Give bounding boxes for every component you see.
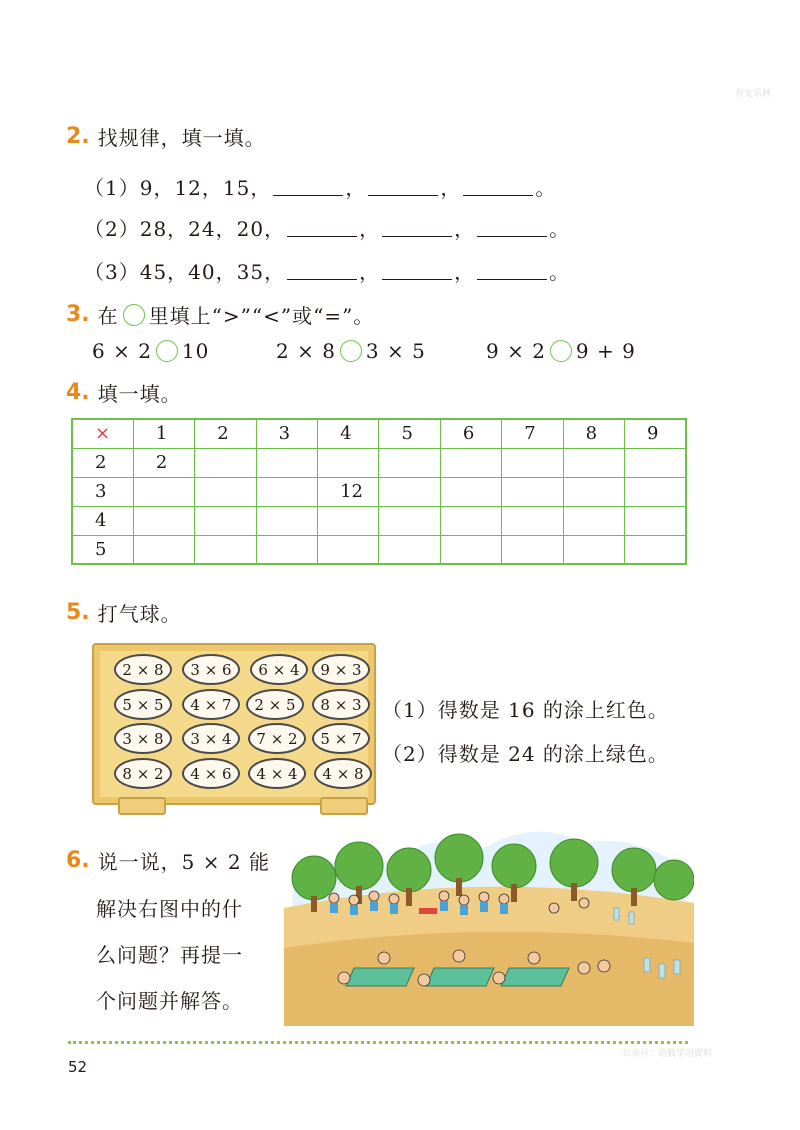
answer-blank[interactable] (382, 218, 452, 237)
page-number: 52 (68, 1058, 88, 1076)
table-cell[interactable] (563, 448, 624, 477)
table-cell[interactable] (440, 506, 501, 535)
balloon[interactable]: 4 × 6 (182, 758, 240, 789)
compare-circle[interactable] (156, 340, 178, 362)
table-cell[interactable] (625, 535, 686, 564)
table-cell: 3 (72, 477, 133, 506)
answer-blank[interactable] (477, 218, 547, 237)
table-row (72, 477, 686, 506)
table-cell[interactable] (195, 506, 256, 535)
table-cell[interactable] (318, 535, 379, 564)
table-cell: 6 (440, 419, 501, 448)
table-cell[interactable] (440, 448, 501, 477)
sequence-3: （3） 45，40，35， ， ， 。 (84, 260, 571, 284)
table-cell: 9 (625, 419, 686, 448)
balloon[interactable]: 5 × 5 (114, 689, 172, 720)
table-cell[interactable] (379, 506, 440, 535)
question-number: 4. (66, 380, 90, 405)
answer-blank[interactable] (287, 218, 357, 237)
balloon[interactable]: 8 × 3 (312, 689, 370, 720)
table-cell[interactable] (195, 535, 256, 564)
answer-blank[interactable] (477, 261, 547, 280)
compare-circle[interactable] (550, 340, 572, 362)
question-title: 找规律，填一填。 (97, 126, 266, 150)
question-2-title (66, 122, 266, 151)
table-cell[interactable] (440, 535, 501, 564)
question-6-line-3: 么问题？再提一 (96, 943, 243, 967)
table-cell: 2 (195, 419, 256, 448)
table-cell: 7 (502, 419, 563, 448)
compare-item-2: 2 × 8 3 × 5 (276, 339, 426, 363)
task-1: （1） 得数是 16 的涂上红色。 (382, 698, 669, 722)
table-row (72, 448, 686, 477)
table-cell[interactable] (195, 448, 256, 477)
table-cell: 3 (256, 419, 317, 448)
balloon[interactable]: 4 × 8 (314, 758, 372, 789)
balloon[interactable]: 4 × 4 (248, 758, 306, 789)
table-row (72, 506, 686, 535)
task-2: （2） 得数是 24 的涂上绿色。 (382, 742, 669, 766)
balloon[interactable]: 5 × 7 (312, 723, 370, 754)
divider (68, 1041, 688, 1044)
question-3-title: 3. 在 里填上“>”“<”或“=”。 (66, 302, 375, 328)
question-4-title: 4. 填一填。 (66, 380, 182, 406)
question-number: 2. (66, 124, 90, 149)
balloon[interactable]: 8 × 2 (114, 758, 172, 789)
balloon[interactable]: 6 × 4 (250, 654, 308, 685)
answer-blank[interactable] (382, 261, 452, 280)
table-cell[interactable] (563, 535, 624, 564)
balloon[interactable]: 4 × 7 (182, 689, 240, 720)
balloon[interactable]: 3 × 8 (114, 723, 172, 754)
table-cell[interactable] (318, 506, 379, 535)
watermark-bottom: 公众号：语数学习资料 (622, 1049, 713, 1059)
table-cell[interactable] (625, 506, 686, 535)
table-cell[interactable] (256, 535, 317, 564)
table-cell: 2 (133, 448, 194, 477)
question-number: 6. (66, 848, 90, 873)
balloon[interactable]: 7 × 2 (248, 723, 306, 754)
sequence-2: （2） 28，24，20， ， ， 。 (84, 217, 571, 241)
table-cell[interactable] (256, 506, 317, 535)
table-cell[interactable] (625, 477, 686, 506)
table-cell[interactable] (256, 477, 317, 506)
table-cell[interactable] (379, 477, 440, 506)
table-cell: 5 (72, 535, 133, 564)
table-cell: 5 (379, 419, 440, 448)
balloon[interactable]: 3 × 4 (182, 723, 240, 754)
table-cell[interactable] (502, 448, 563, 477)
table-cell[interactable] (256, 448, 317, 477)
table-row (72, 535, 686, 564)
table-cell[interactable] (563, 477, 624, 506)
circle-icon (123, 304, 145, 326)
answer-blank[interactable] (273, 177, 343, 196)
compare-circle[interactable] (340, 340, 362, 362)
board-leg (118, 797, 166, 815)
compare-item-1: 6 × 2 10 (92, 339, 210, 363)
balloon[interactable]: 9 × 3 (312, 654, 370, 685)
table-cell: 12 (318, 477, 379, 506)
answer-blank[interactable] (463, 177, 533, 196)
table-cell[interactable] (133, 535, 194, 564)
answer-blank[interactable] (368, 177, 438, 196)
table-cell[interactable] (195, 477, 256, 506)
table-cell[interactable] (318, 448, 379, 477)
table-cell[interactable] (133, 477, 194, 506)
table-cell[interactable] (379, 535, 440, 564)
table-cell[interactable] (440, 477, 501, 506)
table-cell[interactable] (133, 506, 194, 535)
question-5-title: 5. 打气球。 (66, 600, 182, 626)
question-6-line-2: 解决右图中的什 (96, 897, 243, 921)
playground-illustration (284, 808, 694, 1026)
question-6-line-4: 个问题并解答。 (96, 989, 243, 1013)
sequence-1: （1） 9，12，15， ， ， 。 (84, 176, 557, 200)
table-cell: × (72, 419, 133, 448)
multiplication-table (71, 418, 687, 565)
table-cell[interactable] (625, 448, 686, 477)
watermark-top: 有义乐林 (735, 89, 772, 99)
table-cell: 2 (72, 448, 133, 477)
table-header-row (72, 419, 686, 448)
compare-item-3: 9 × 2 9 + 9 (486, 339, 636, 363)
balloon[interactable]: 3 × 6 (182, 654, 240, 685)
table-cell[interactable] (563, 506, 624, 535)
question-6-line-1: 6. 说一说，5 × 2 能 (66, 848, 270, 874)
answer-blank[interactable] (287, 261, 357, 280)
table-cell: 1 (133, 419, 194, 448)
table-cell[interactable] (502, 535, 563, 564)
table-cell[interactable] (502, 477, 563, 506)
table-cell[interactable] (379, 448, 440, 477)
question-number: 3. (66, 302, 90, 327)
table-cell: 4 (318, 419, 379, 448)
balloon[interactable]: 2 × 5 (246, 689, 304, 720)
balloon[interactable]: 2 × 8 (114, 654, 172, 685)
question-number: 5. (66, 600, 90, 625)
table-cell: 4 (72, 506, 133, 535)
table-cell[interactable] (502, 506, 563, 535)
table-cell: 8 (563, 419, 624, 448)
